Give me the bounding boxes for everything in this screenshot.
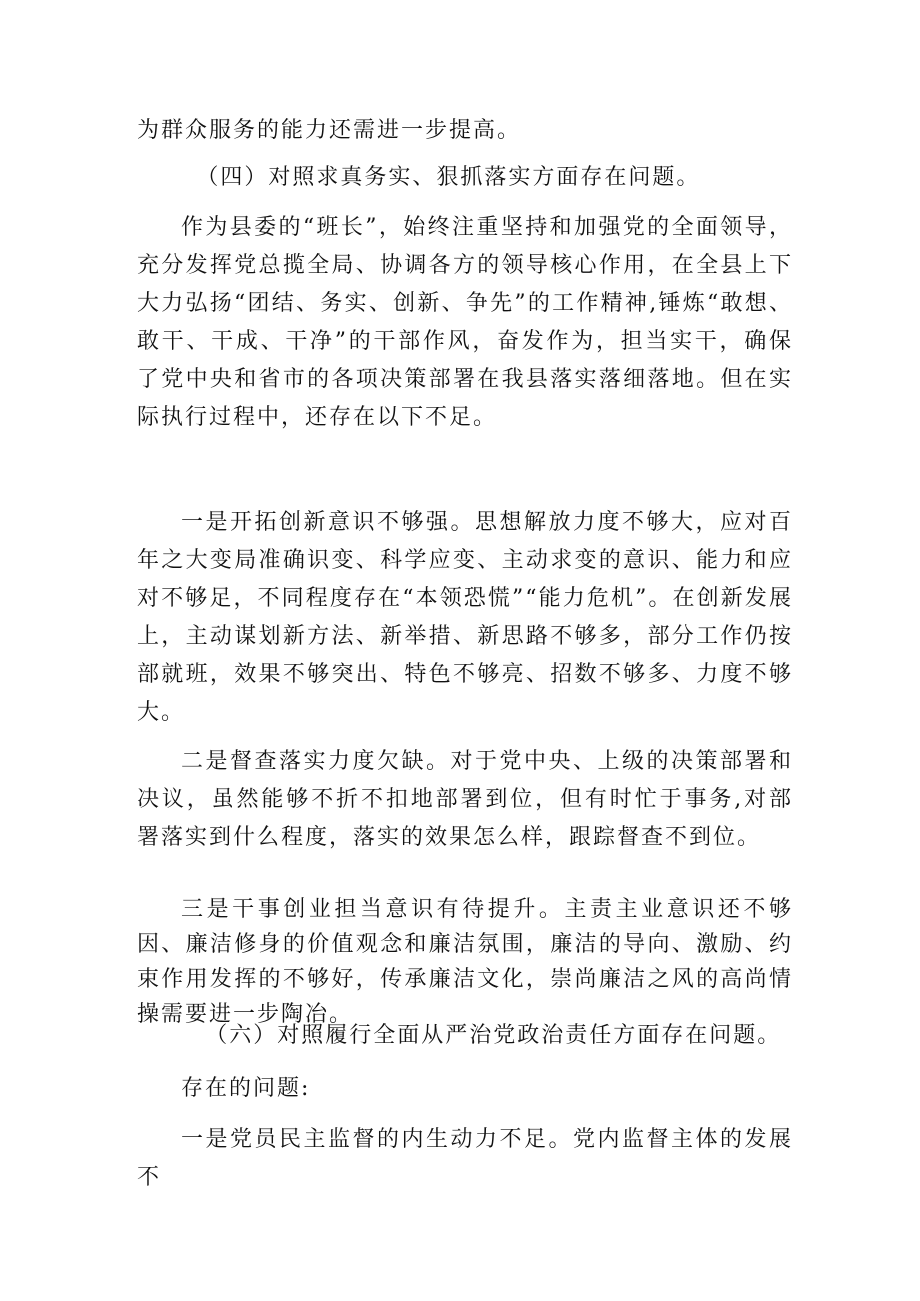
paragraph-supervision: 二是督查落实力度欠缺。对于党中央、上级的决策部署和决议，虽然能够不折不扣地部署到位，但有时忙于事务,对部署落实到什么程度，落实的效果怎么样，跟踪督查不到位。 <box>137 749 793 850</box>
paragraph-county-leader: 作为县委的“班长”，始终注重坚持和加强党的全面领导，充分发挥党总揽全局、协调各方的领导核心作用，在全县上下大力弘扬“团结、务实、创新、争先”的工作精神,锤炼“敢想、敢干、干成、干净”的干部作风，奋发作为，担当实干，确保了党中央和省市的各项决策部署在我县落实落细落地。但在实际执行过程中，还存在以下不足。 <box>137 215 793 430</box>
paragraph-responsibility: 三是干事创业担当意识有待提升。主责主业意识还不够因、廉洁修身的价值观念和廉洁氛围，廉洁的导向、激励、约束作用发挥的不够好，传承廉洁文化，崇尚廉洁之风的高尚情操需要进一步陶冶。 <box>137 897 793 1027</box>
paragraph-problems-label: 存在的问题: <box>181 1076 311 1101</box>
section-heading-six: （六）对照履行全面从严治党政治责任方面存在问题。 <box>205 1023 782 1048</box>
paragraph-innovation: 一是开拓创新意识不够强。思想解放力度不够大，应对百年之大变局准确识变、科学应变、主动求变的意识、能力和应对不够足，不同程度存在“本领恐慌”“能力危机”。在创新发展上，主动谋划新方法、新举措、新思路不够多，部分工作仍按部就班，效果不够突出、特色不够亮、招数不够多、力度不够大。 <box>137 510 793 725</box>
section-heading-four: （四）对照求真务实、狠抓落实方面存在问题。 <box>196 165 701 190</box>
paragraph-party-supervision: 一是党员民主监督的内生动力不足。党内监督主体的发展不 <box>137 1127 793 1190</box>
paragraph-continuation: 为群众服务的能力还需进一步提高。 <box>137 118 522 143</box>
